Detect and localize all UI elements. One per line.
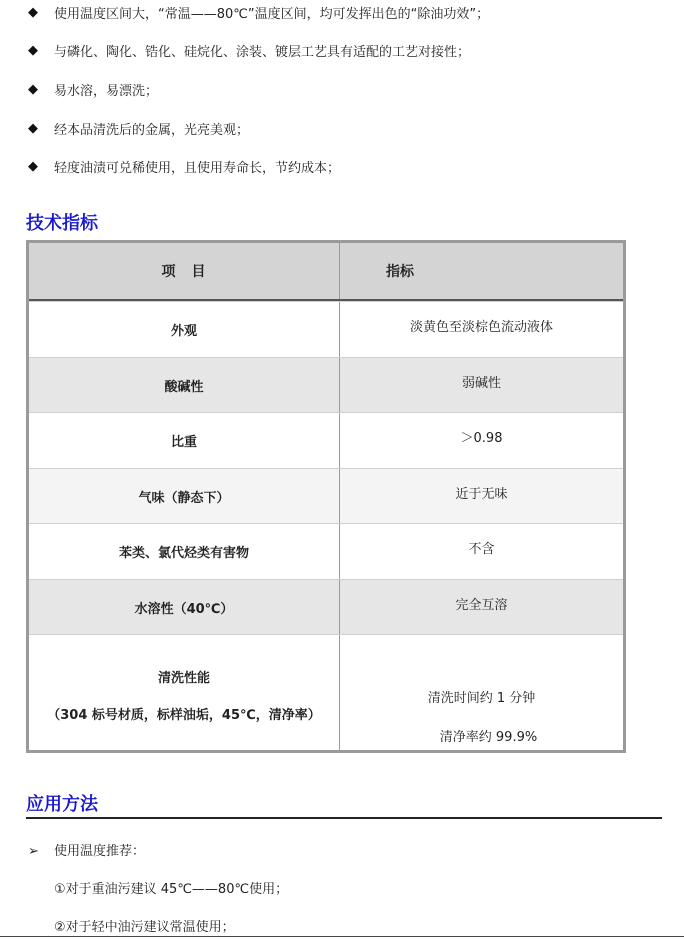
table-row (29, 523, 623, 579)
diamond-bullet-icon: ◆ (28, 158, 38, 174)
feature-text: 易水溶，易漂洗； (54, 83, 159, 99)
performance-rate: 清净率约 99.9% (439, 730, 538, 745)
feature-text: 与磷化、陶化、锆化、硅烷化、涂装、镀层工艺具有适配的工艺对接性； (54, 44, 471, 60)
row-item: 酸碱性 (29, 358, 340, 412)
arrow-bullet-icon: ➢ (28, 844, 39, 859)
performance-time: 清洗时间约 1 分钟 (427, 691, 536, 706)
list-item (28, 118, 249, 138)
performance-condition: （304 标号材质，标样油垢，45℃，清净率） (47, 707, 321, 723)
feature-text: 经本品清洗后的金属，光亮美观； (54, 122, 250, 138)
diamond-bullet-icon: ◆ (28, 4, 38, 20)
page-bottom-divider (0, 936, 684, 937)
list-item (28, 2, 489, 22)
row-value: 近于无味 (455, 487, 508, 502)
row-value: 淡黄色至淡棕色流动液体 (409, 320, 553, 335)
row-value: 不含 (468, 542, 495, 557)
table-row (29, 301, 623, 357)
list-item (28, 79, 158, 99)
usage-line: ②对于轻中油污建议常温使用； (54, 920, 235, 935)
row-item: 外观 (29, 302, 340, 357)
header-value: 指标 (386, 264, 414, 280)
feature-text: 使用温度区间大，“常温——80℃”温度区间，均可发挥出色的“除油功效”； (54, 6, 490, 22)
table-row (29, 634, 623, 750)
row-value: 弱碱性 (461, 376, 501, 391)
list-item (28, 40, 470, 60)
performance-label: 清洗性能 (157, 670, 210, 686)
row-item: 气味（静态下） (29, 469, 340, 523)
specs-heading: 技术指标 (26, 213, 98, 234)
performance-item (29, 635, 340, 750)
header-item: 项 目 (29, 243, 340, 299)
list-item (28, 156, 340, 176)
usage-line: ①对于重油污建议 45℃——80℃使用； (54, 882, 289, 897)
table-row (29, 412, 623, 468)
row-item: 苯类、氯代烃类有害物 (29, 524, 340, 579)
diamond-bullet-icon: ◆ (28, 120, 38, 136)
feature-text: 轻度油渍可兑稀使用，且使用寿命长，节约成本； (54, 160, 341, 176)
section-divider (26, 817, 662, 819)
usage-title-text: 使用温度推荐： (54, 844, 146, 859)
diamond-bullet-icon: ◆ (28, 81, 38, 97)
table-row (29, 357, 623, 412)
row-item: 水溶性（40℃） (29, 580, 340, 634)
table-row (29, 579, 623, 634)
spec-table (26, 240, 626, 753)
table-header-row (29, 243, 623, 301)
row-value: 完全互溶 (455, 598, 508, 613)
usage-title (28, 840, 145, 859)
row-value: ＞0.98 (460, 431, 503, 446)
usage-heading: 应用方法 (26, 794, 98, 815)
diamond-bullet-icon: ◆ (28, 42, 38, 58)
row-item: 比重 (29, 413, 340, 468)
table-row (29, 468, 623, 523)
